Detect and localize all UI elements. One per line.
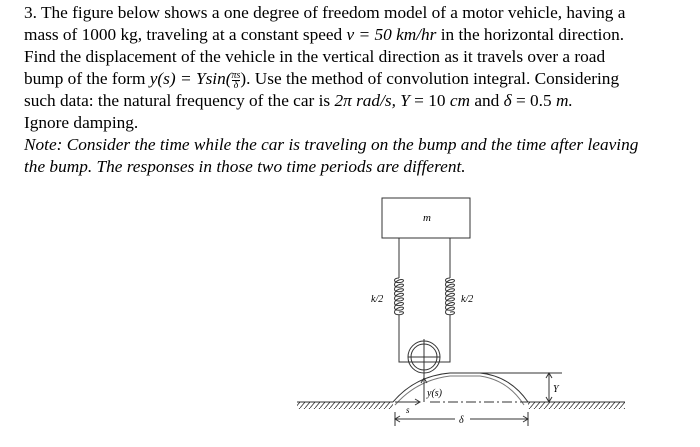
text: and <box>470 91 504 110</box>
text: ). Use the method of convolution integral. Considering <box>240 69 620 88</box>
speed-math: v = 50 km/hr <box>346 25 437 44</box>
spring-left-label: k/2 <box>371 294 384 305</box>
math: m. <box>555 91 573 110</box>
line-1: 3. The figure below shows a one degree of freedom model of a motor vehicle, having a <box>24 3 626 22</box>
math: cm <box>449 91 471 110</box>
denominator: δ <box>233 79 239 91</box>
Y-label: Y <box>553 384 559 395</box>
ground-hatch <box>528 402 625 409</box>
s-label: s <box>406 405 410 415</box>
delta-label: δ <box>459 415 464 426</box>
s-y-arrows <box>395 378 427 405</box>
math: 2π rad/s, Y <box>334 91 410 110</box>
mass-label: m <box>423 212 431 224</box>
text: such data: the natural frequency of the car is <box>24 91 335 110</box>
text: mass of 1000 kg, traveling at a constant speed <box>24 25 347 44</box>
line-6: Ignore damping. <box>24 113 139 132</box>
input-label: y(s) <box>427 388 442 399</box>
note-line-1: Note: Consider the time while the car is traveling on the bump and the time after leaving <box>24 135 639 154</box>
line-3: Find the displacement of the vehicle in the vertical direction as it travels over a road <box>24 47 606 66</box>
Y-dimension <box>480 373 562 402</box>
spring-right <box>446 278 455 315</box>
text: = 10 <box>409 91 450 110</box>
note-line-2: the bump. The responses in those two time periods are different. <box>24 157 466 176</box>
spring-right-label: k/2 <box>461 294 474 305</box>
numerator: πs <box>231 69 241 81</box>
bump-math: y(s) = Ysin( <box>149 69 232 88</box>
ground-hatch <box>297 402 393 409</box>
text: = 0.5 <box>511 91 556 110</box>
text: bump of the form <box>24 69 150 88</box>
text: in the horizontal direction. <box>436 25 625 44</box>
spring-left <box>395 278 404 315</box>
math: δ <box>503 91 512 110</box>
